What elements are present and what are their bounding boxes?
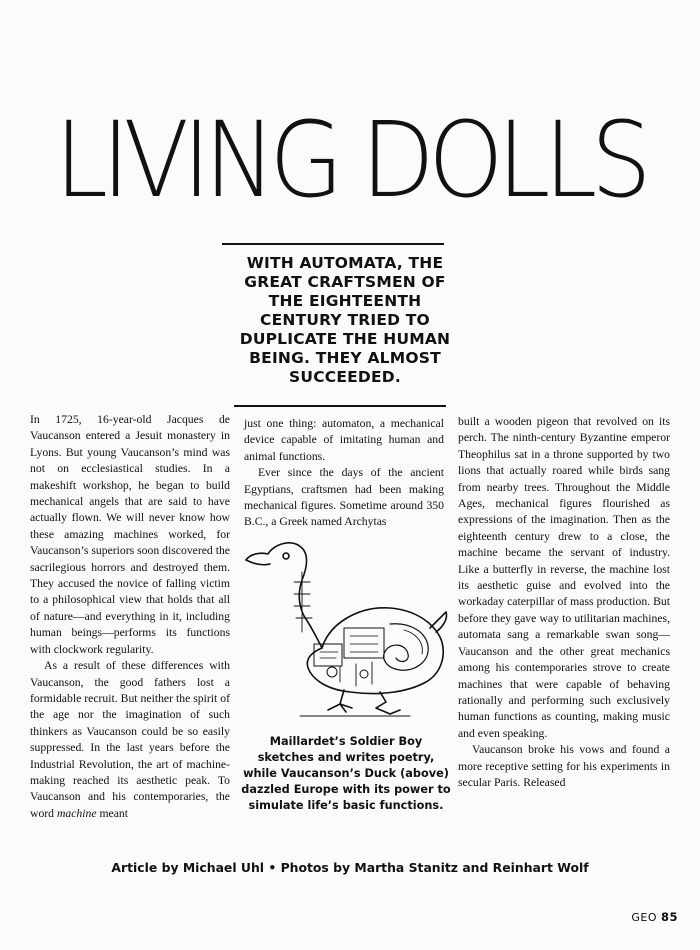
page-number: 85 xyxy=(660,910,678,924)
body-column-3 xyxy=(458,414,670,791)
article-title: LIVING DOLLS xyxy=(54,99,646,221)
figure-caption: Maillardet’s Soldier Boy sketches and writes poetry, while Vaucanson’s Duck (above) dazzled Europe with its power to simulate life’s basic functions. xyxy=(241,735,451,812)
paragraph xyxy=(458,742,670,791)
paragraph xyxy=(458,414,670,742)
paragraph-text: built a wooden pigeon that revolved on its perch. The ninth-century Byzantine emperor Theophilus sat in a throne supported by two lions that actually roared while birds sang from nearby trees. Throughout the Middle Ages, mechanical figures flourished as expressions of the imagination. Then as the eighteenth century drew to a close, the machine became the servant of industry. Like a butterfly in reverse, the machine lost its aesthetic guise and evolved into the workaday caterpillar of mass production. But before they gave way to utilitarian machines, automata sang a remarkable swan song—Vaucanson and the other great mechanics among his contemporaries strove to create machines that were capable of behaving rationally and performing such exclusively human functions as counting, making music and even speaking. xyxy=(458,415,670,740)
paragraph-text: just one thing: automaton, a mechanical device capable of imitating human and animal functions. xyxy=(244,417,444,463)
paragraph xyxy=(30,412,230,658)
article-credits: Article by Michael Uhl • Photos by Martha Stanitz and Reinhart Wolf xyxy=(111,860,589,875)
paragraph xyxy=(30,658,230,822)
paragraph-text: In 1725, 16-year-old Jacques de Vaucanson entered a Jesuit monastery in Lyons. But young Vaucanson’s mind was not on ecclesiastical studies. In a makeshift workshop, he began to build mechanical angels that are said to have actually flown. We will never know how these amazing machines worked, for Vaucanson’s superiors soon discovered the sacrilegious horrors and destroyed them. They accused the novice of falling victim to a philosophical view that holds that all of nature—and everything in it, including human beings—performs its functions with clockwork regularity. xyxy=(30,413,230,656)
mechanical-duck-illustration xyxy=(240,532,450,720)
paragraph-text: Vaucanson broke his vows and found a more receptive setting for his experiments in secular Paris. Released xyxy=(458,743,670,789)
body-column-2 xyxy=(244,416,444,531)
deck-bottom-rule xyxy=(234,405,446,407)
page-folio xyxy=(631,910,678,924)
magazine-name: GEO xyxy=(631,911,657,924)
paragraph-text: Ever since the days of the ancient Egyptians, craftsmen had been making mechanical figures. Sometime around 350 B.C., a Greek named Archytas xyxy=(244,466,444,529)
deck-top-rule xyxy=(222,243,444,245)
paragraph-text: meant xyxy=(99,806,129,820)
italic-word: machine xyxy=(56,806,97,820)
paragraph xyxy=(244,416,444,465)
article-deck: WITH AUTOMATA, THE GREAT CRAFTSMEN OF THE EIGHTEENTH CENTURY TRIED TO DUPLICATE THE HUMAN BEING. THEY ALMOST SUCCEEDED. xyxy=(239,254,451,386)
paragraph-text: As a result of these differences with Vaucanson, the good fathers lost a formidable recruit. But neither the spirit of the age nor the imagination of such thinkers as Vaucanson could be so easily suppressed. In the last years before the Industrial Revolution, the art of machine-making reached its aesthetic peak. To Vaucanson and his contemporaries, the word xyxy=(30,659,230,820)
body-column-1 xyxy=(30,412,230,822)
paragraph xyxy=(244,465,444,531)
